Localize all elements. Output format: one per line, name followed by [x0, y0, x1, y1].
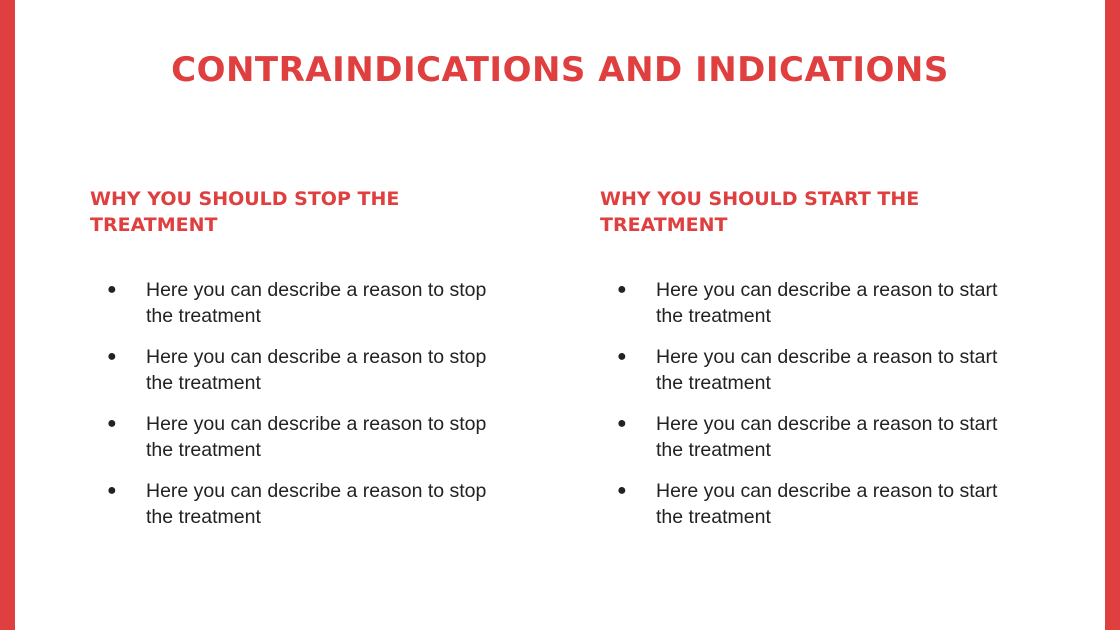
stop-treatment-column [90, 186, 520, 545]
bullet-icon: ● [617, 281, 627, 298]
list-item [600, 277, 1030, 329]
list-item-text: Here you can describe a reason to start the treatment [656, 413, 998, 461]
list-item-text: Here you can describe a reason to start the treatment [656, 279, 998, 327]
list-item-text: Here you can describe a reason to stop the treatment [146, 279, 487, 327]
bullet-icon: ● [617, 348, 627, 365]
list-item [600, 478, 1030, 530]
list-item [90, 344, 520, 396]
right-border-bar [1105, 0, 1120, 630]
stop-reasons-list [90, 277, 520, 530]
bullet-icon: ● [617, 482, 627, 499]
list-item-text: Here you can describe a reason to stop the treatment [146, 413, 487, 461]
list-item [600, 344, 1030, 396]
list-item [90, 411, 520, 463]
start-treatment-column [600, 186, 1030, 545]
stop-treatment-heading: WHY YOU SHOULD STOP THE TREATMENT [90, 188, 400, 236]
bullet-icon: ● [107, 482, 117, 499]
list-item [90, 277, 520, 329]
bullet-icon: ● [107, 415, 117, 432]
bullet-icon: ● [617, 415, 627, 432]
list-item-text: Here you can describe a reason to stop the treatment [146, 346, 487, 394]
list-item-text: Here you can describe a reason to start the treatment [656, 346, 998, 394]
list-item-text: Here you can describe a reason to start the treatment [656, 480, 998, 528]
slide-title: CONTRAINDICATIONS AND INDICATIONS [171, 50, 949, 90]
list-item [90, 478, 520, 530]
bullet-icon: ● [107, 348, 117, 365]
bullet-icon: ● [107, 281, 117, 298]
list-item-text: Here you can describe a reason to stop the treatment [146, 480, 487, 528]
start-reasons-list [600, 277, 1030, 530]
start-treatment-heading: WHY YOU SHOULD START THE TREATMENT [600, 188, 920, 236]
left-border-bar [0, 0, 15, 630]
list-item [600, 411, 1030, 463]
